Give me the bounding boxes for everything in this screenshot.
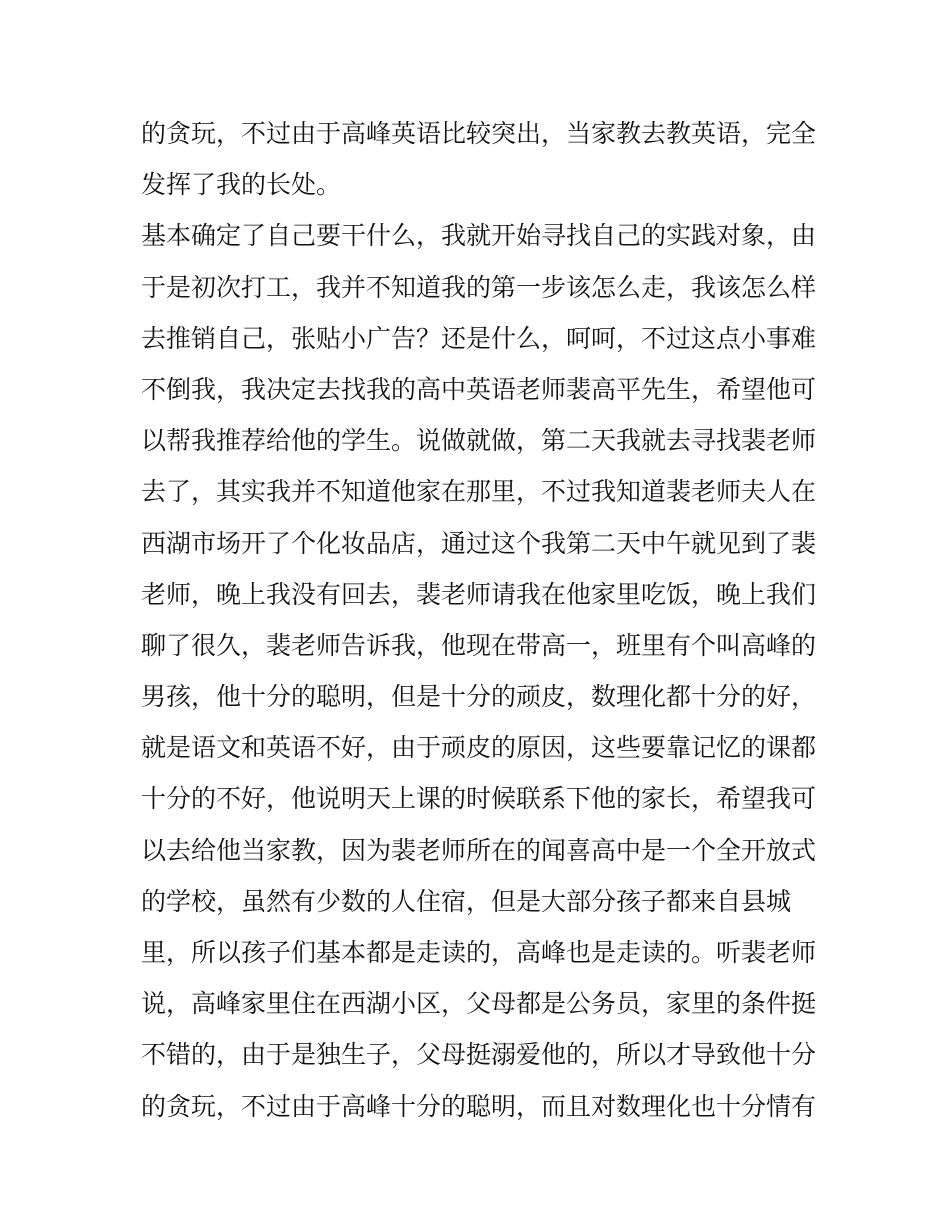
body-text [141,108,821,1132]
text-line: 去了，其实我并不知道他家在那里，不过我知道裴老师夫人在 [141,477,817,507]
text-line: 男孩，他十分的聪明，但是十分的顽皮，数理化都十分的好， [141,682,817,712]
text-line: 以帮我推荐给他的学生。说做就做，第二天我就去寻找裴老师 [141,426,817,456]
text-line: 西湖市场开了个化妆品店，通过这个我第二天中午就见到了裴 [141,528,817,558]
text-line: 说，高峰家里住在西湖小区，父母都是公务员，家里的条件挺 [141,989,817,1019]
text-line: 聊了很久，裴老师告诉我，他现在带高一，班里有个叫高峰的 [141,630,817,660]
text-line: 于是初次打工，我并不知道我的第一步该怎么走，我该怎么样 [141,272,817,302]
text-line: 基本确定了自己要干什么，我就开始寻找自己的实践对象，由 [141,221,817,251]
text-line: 发挥了我的长处。 [141,170,342,200]
text-line: 就是语文和英语不好，由于顽皮的原因，这些要靠记忆的课都 [141,733,817,763]
text-line: 不错的，由于是独生子，父母挺溺爱他的，所以才导致他十分 [141,1040,817,1070]
text-line: 老师，晚上我没有回去，裴老师请我在他家里吃饭，晚上我们 [141,579,817,609]
text-line: 的贪玩，不过由于高峰英语比较突出，当家教去教英语，完全 [141,119,817,148]
text-line: 里，所以孩子们基本都是走读的，高峰也是走读的。听裴老师 [141,938,817,967]
text-line: 不倒我，我决定去找我的高中英语老师裴高平先生，希望他可 [141,374,817,404]
text-line: 的贪玩，不过由于高峰十分的聪明，而且对数理化也十分情有 [141,1091,817,1121]
text-line: 十分的不好，他说明天上课的时候联系下他的家长，希望我可 [141,784,817,814]
text-line: 以去给他当家教，因为裴老师所在的闻喜高中是一个全开放式 [141,835,817,865]
text-line: 去推销自己，张贴小广告？还是什么，呵呵，不过这点小事难 [141,323,817,353]
text-line: 的学校，虽然有少数的人住宿，但是大部分孩子都来自县城 [141,886,792,916]
